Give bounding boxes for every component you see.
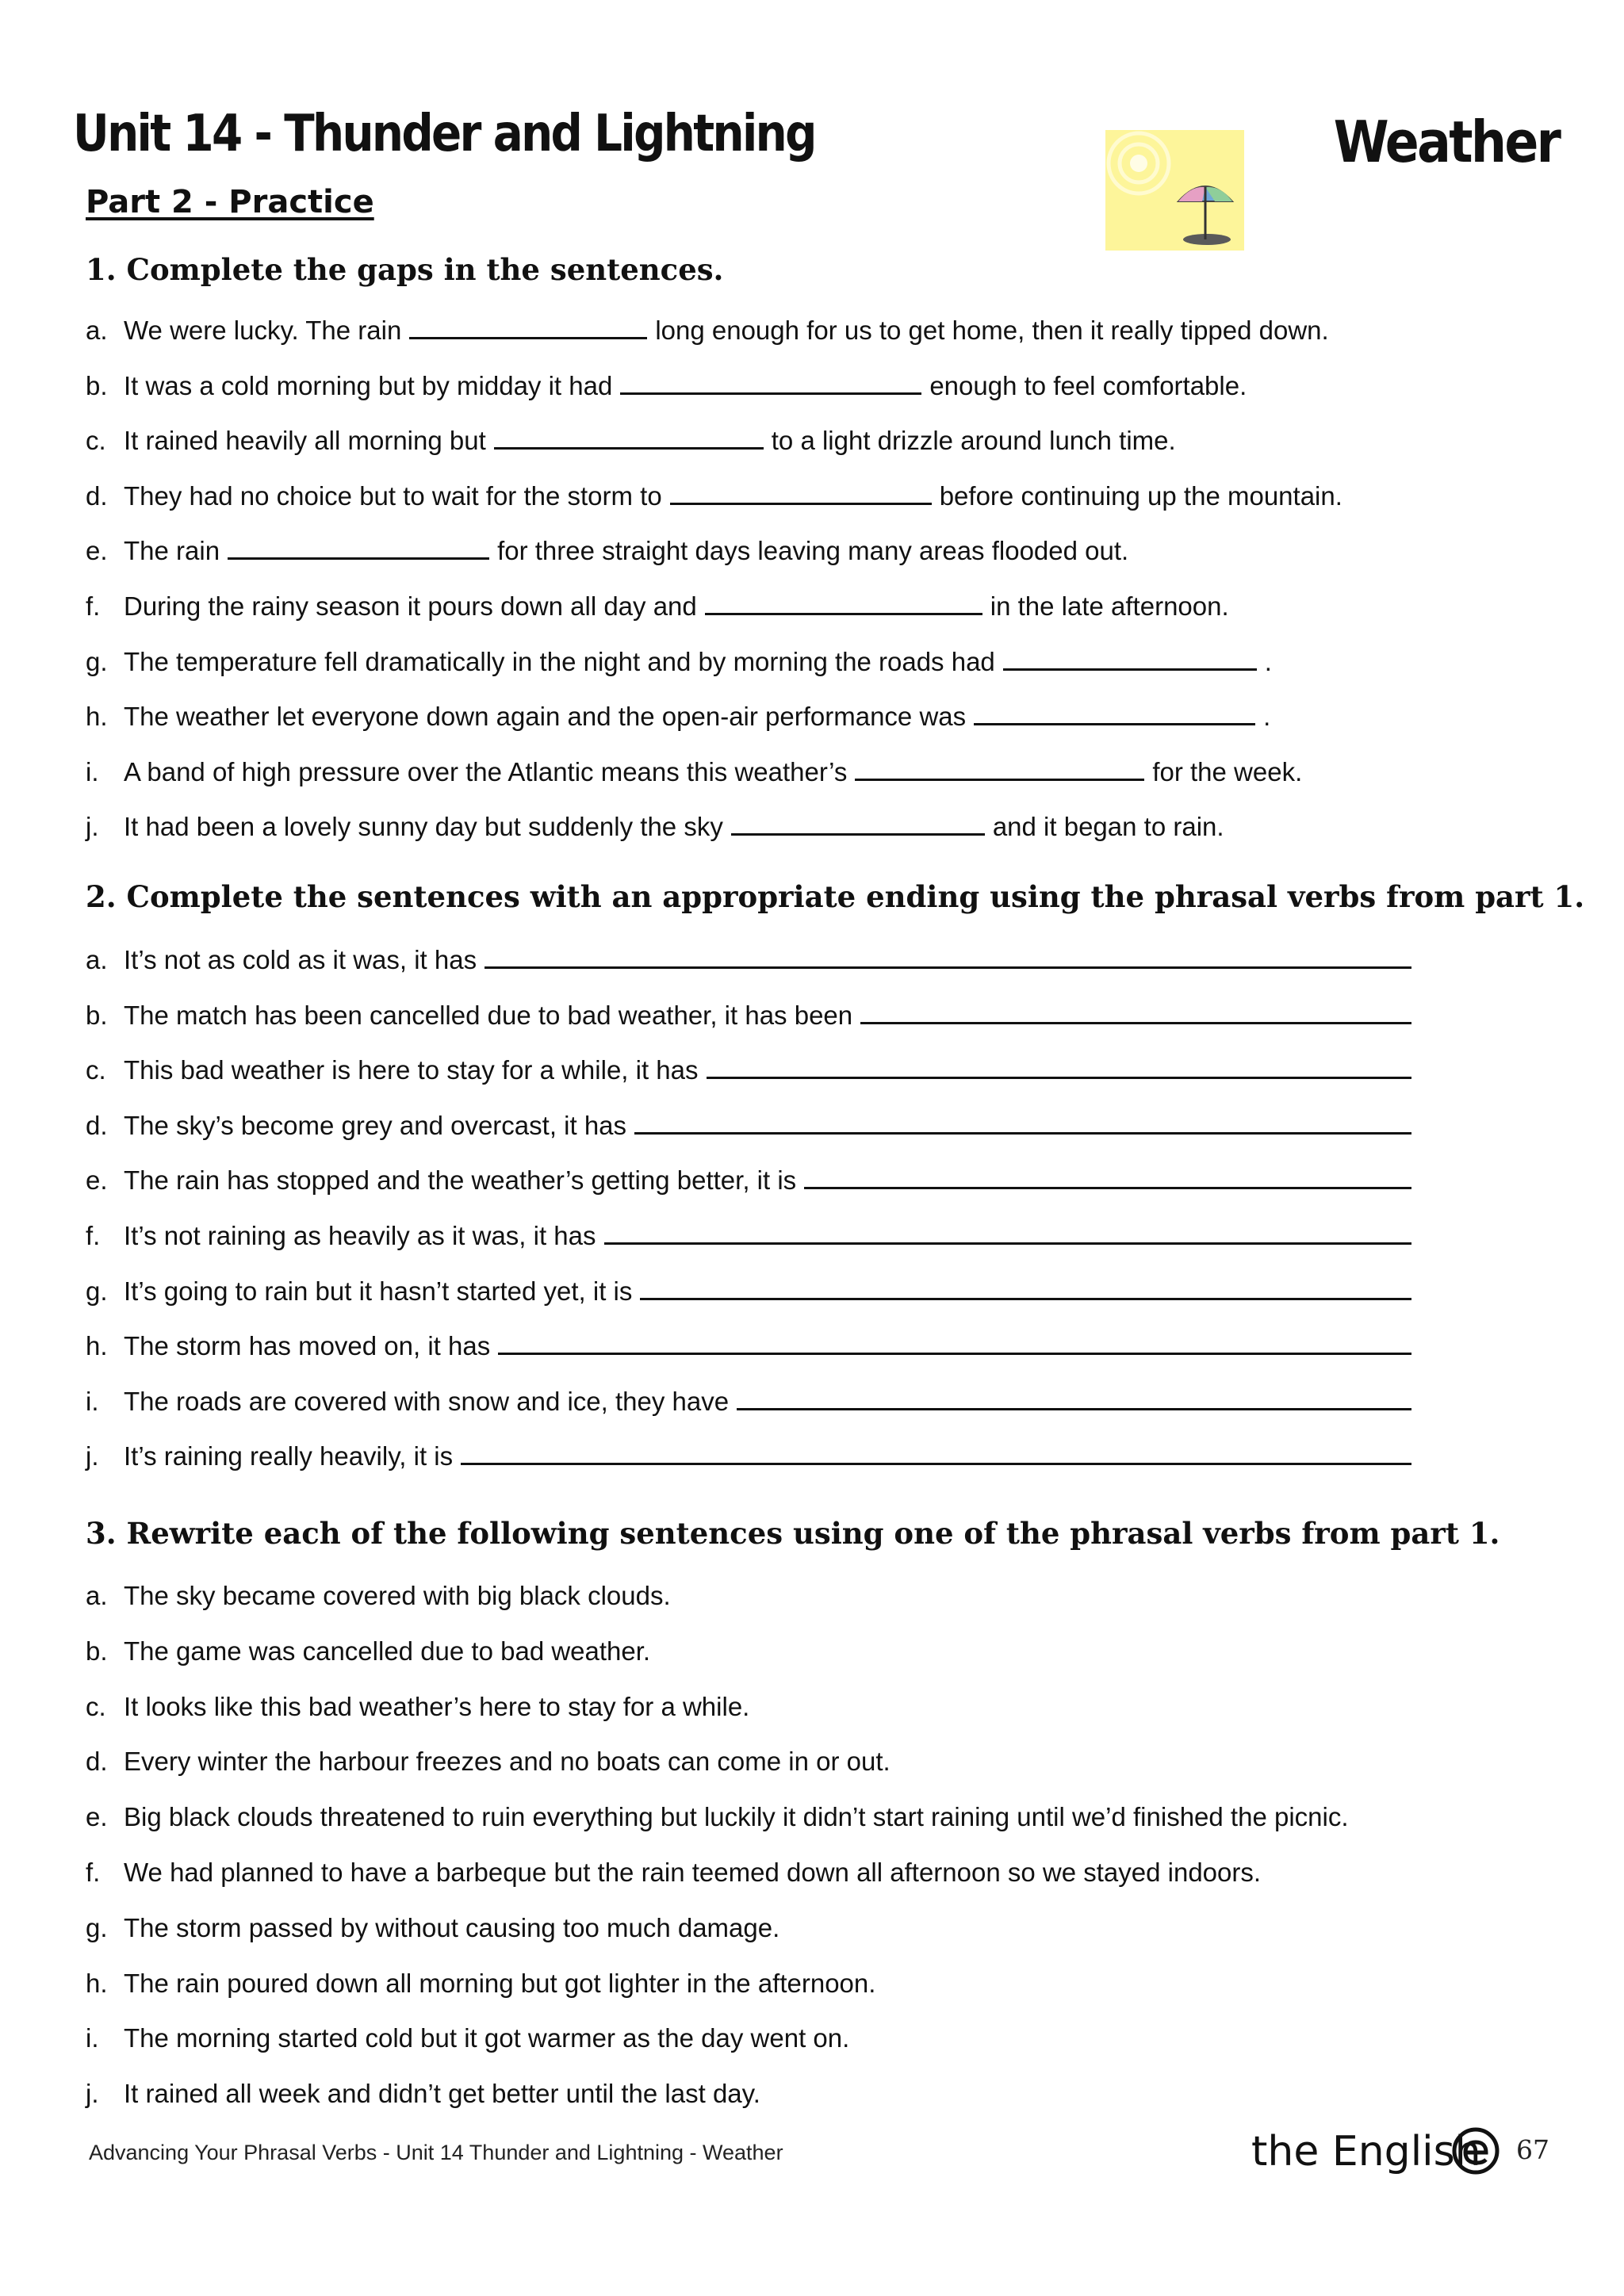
item-letter: b. — [86, 370, 108, 400]
sentence-start: They had no choice but to wait for the storm to — [124, 480, 662, 511]
item-letter: j. — [86, 2079, 99, 2109]
sentence-start: The weather let everyone down again and the open-air performance was — [124, 702, 967, 732]
sentence-text: It looks like this bad weather’s here to stay for a while. — [124, 1691, 750, 1721]
sentence-start: The roads are covered with snow and ice, they have — [124, 1386, 730, 1416]
item-letter: a. — [86, 316, 108, 345]
sentence-text: The storm passed by without causing too much damage. — [124, 1912, 780, 1942]
section2-item — [86, 1165, 1411, 1200]
sentence-text: The sky became covered with big black clouds. — [124, 1581, 671, 1610]
gap-blank[interactable] — [409, 316, 647, 339]
section2-item — [86, 945, 1411, 980]
sun-umbrella-illustration-icon — [1105, 130, 1244, 251]
section2-item — [86, 1331, 1411, 1366]
gap-blank[interactable] — [974, 702, 1255, 725]
gap-blank[interactable] — [855, 758, 1144, 781]
sentence-text: We had planned to have a barbeque but the rain teemed down all afternoon so we stayed indoors. — [124, 1858, 1262, 1887]
section1-item — [86, 536, 1128, 571]
footer-text: Advancing Your Phrasal Verbs - Unit 14 Thunder and Lightning - Weather — [89, 2141, 783, 2164]
sentence-start: It had been a lovely sunny day but suddenly the sky — [124, 812, 723, 842]
sentence-text: Every winter the harbour freezes and no boats can come in or out. — [124, 1747, 891, 1777]
item-letter: e. — [86, 1802, 108, 1832]
section3-item — [86, 1969, 875, 2003]
item-letter: g. — [86, 646, 108, 676]
item-letter: h. — [86, 1331, 108, 1361]
item-letter: i. — [86, 2023, 99, 2053]
sentence-start: It was a cold morning but by midday it had — [124, 370, 613, 400]
sentence-start: The rain — [124, 536, 220, 566]
section1-item — [86, 481, 1342, 516]
section1-heading: 1. Complete the gaps in the sentences. — [86, 252, 724, 287]
item-letter: h. — [86, 1968, 108, 1998]
section3-item — [86, 1692, 749, 1727]
section2-item — [86, 1221, 1411, 1256]
page-number: 67 — [1516, 2134, 1549, 2165]
sentence-start: The rain has stopped and the weather’s getting better, it is — [124, 1165, 797, 1196]
section2-item — [86, 1055, 1411, 1090]
sentence-end: before continuing up the mountain. — [939, 480, 1342, 511]
item-letter: f. — [86, 1221, 101, 1250]
section3-item — [86, 2023, 849, 2058]
item-letter: g. — [86, 1912, 108, 1942]
section3-heading: 3. Rewrite each of the following sentences using one of the phrasal verbs from part 1. — [86, 1516, 1500, 1551]
item-letter: a. — [86, 945, 108, 974]
gap-blank[interactable] — [731, 813, 985, 836]
sentence-start: It rained heavily all morning but — [124, 426, 486, 456]
sentence-end: enough to feel comfortable. — [929, 370, 1247, 400]
unit-title: Unit 14 - Thunder and Lightning — [73, 105, 815, 163]
sentence-start: During the rainy season it pours down all day and — [124, 591, 697, 621]
sentence-start: The storm has moved on, it has — [124, 1331, 491, 1361]
section1-item — [86, 371, 1247, 406]
answer-line[interactable] — [804, 1166, 1411, 1189]
sentence-end: to a light drizzle around lunch time. — [771, 426, 1176, 456]
section1-item — [86, 702, 1270, 737]
item-letter: c. — [86, 426, 106, 456]
section1-item — [86, 812, 1224, 847]
section1-item — [86, 426, 1176, 461]
section2-heading: 2. Complete the sentences with an appropriate ending using the phrasal verbs from part 1. — [86, 879, 1585, 914]
sentence-text: The rain poured down all morning but got lighter in the afternoon. — [124, 1968, 876, 1998]
sentence-text: The morning started cold but it got warmer as the day went on. — [124, 2023, 850, 2053]
item-letter: j. — [86, 1441, 99, 1471]
sentence-start: This bad weather is here to stay for a while, it has — [124, 1055, 699, 1085]
item-letter: f. — [86, 591, 101, 621]
answer-line[interactable] — [485, 946, 1411, 969]
section1-item — [86, 757, 1302, 792]
section1-item — [86, 591, 1229, 626]
section3-item — [86, 1581, 671, 1616]
item-letter: d. — [86, 1747, 108, 1777]
answer-line[interactable] — [640, 1277, 1411, 1300]
section3-item — [86, 1636, 650, 1671]
sentence-start: The temperature fell dramatically in the night and by morning the roads had — [124, 646, 995, 676]
sentence-end: for the week. — [1152, 756, 1303, 786]
section3-item — [86, 2079, 760, 2114]
section2-item — [86, 1276, 1411, 1311]
answer-line[interactable] — [604, 1222, 1411, 1245]
answer-line[interactable] — [860, 1001, 1411, 1024]
sentence-start: It’s not as cold as it was, it has — [124, 945, 477, 974]
sentence-start: A band of high pressure over the Atlantic means this weather’s — [124, 756, 848, 786]
gap-blank[interactable] — [1003, 648, 1257, 671]
answer-line[interactable] — [737, 1387, 1411, 1410]
sentence-end: for three straight days leaving many areas flooded out. — [497, 536, 1129, 566]
topic-title: Weather — [1333, 109, 1559, 175]
section1-item — [86, 316, 1329, 350]
english-e-logo-icon — [1451, 2126, 1500, 2175]
item-letter: d. — [86, 1110, 108, 1140]
sentence-text: It rained all week and didn’t get better until the last day. — [124, 2079, 760, 2109]
brand-name: the English — [1251, 2128, 1481, 2175]
section2-item — [86, 1001, 1411, 1035]
item-letter: d. — [86, 480, 108, 511]
item-letter: g. — [86, 1276, 108, 1306]
sentence-start: We were lucky. The rain — [124, 316, 402, 345]
sentence-start: It’s not raining as heavily as it was, it has — [124, 1221, 596, 1250]
gap-blank[interactable] — [228, 537, 489, 560]
item-letter: e. — [86, 1165, 108, 1196]
item-letter: b. — [86, 1636, 108, 1666]
item-letter: c. — [86, 1055, 106, 1085]
sentence-end: . — [1264, 646, 1272, 676]
section1-item — [86, 647, 1272, 682]
answer-line[interactable] — [707, 1056, 1411, 1079]
sentence-end: in the late afternoon. — [990, 591, 1229, 621]
sentence-start: It’s going to rain but it hasn’t started yet, it is — [124, 1276, 633, 1306]
sentence-start: The sky’s become grey and overcast, it has — [124, 1110, 627, 1140]
item-letter: a. — [86, 1581, 108, 1610]
sentence-end: and it began to rain. — [992, 812, 1224, 842]
item-letter: e. — [86, 536, 108, 566]
gap-blank[interactable] — [670, 482, 932, 505]
gap-blank[interactable] — [620, 372, 921, 395]
part-heading: Part 2 - Practice — [86, 184, 374, 220]
section2-item — [86, 1111, 1411, 1146]
sentence-start: The match has been cancelled due to bad weather, it has been — [124, 1000, 853, 1030]
answer-line[interactable] — [634, 1112, 1411, 1135]
item-letter: b. — [86, 1000, 108, 1030]
sentence-text: The game was cancelled due to bad weather. — [124, 1636, 651, 1666]
section3-item — [86, 1858, 1261, 1892]
sentence-text: Big black clouds threatened to ruin everything but luckily it didn’t start raining until we’d finished the picnic. — [124, 1802, 1349, 1832]
section3-item — [86, 1747, 891, 1781]
sentence-end: long enough for us to get home, then it really tipped down. — [655, 316, 1329, 345]
gap-blank[interactable] — [705, 592, 982, 615]
gap-blank[interactable] — [494, 427, 764, 450]
item-letter: i. — [86, 756, 99, 786]
item-letter: i. — [86, 1386, 99, 1416]
item-letter: j. — [86, 812, 99, 842]
item-letter: h. — [86, 702, 108, 732]
answer-line[interactable] — [461, 1442, 1411, 1465]
section3-item — [86, 1913, 779, 1948]
section2-item — [86, 1441, 1411, 1476]
sentence-start: It’s raining really heavily, it is — [124, 1441, 454, 1471]
sentence-end: . — [1263, 702, 1271, 732]
section3-item — [86, 1802, 1349, 1837]
item-letter: f. — [86, 1858, 101, 1887]
answer-line[interactable] — [498, 1332, 1411, 1355]
section2-item — [86, 1387, 1411, 1422]
item-letter: c. — [86, 1691, 106, 1721]
